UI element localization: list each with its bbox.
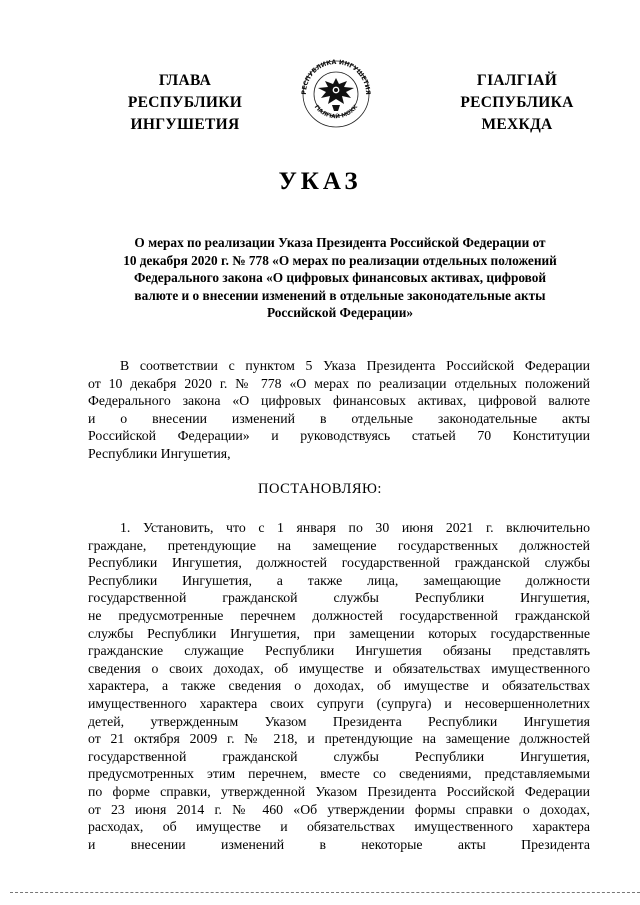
paragraph-line: службы Республики Ингушетия, при замещении которых государственные (88, 625, 590, 641)
paragraph-line: от 21 октября 2009 г. № 218, и претендующие на замещение должностей (88, 731, 590, 747)
paragraph-line: Российской Федерации» и руководствуясь статьей 70 Конституции (88, 428, 590, 444)
issuer-line: МЕХКДА (481, 116, 553, 133)
paragraph-line: расходах, об имуществе и обязательствах имущественного характера (88, 819, 590, 835)
paragraph-line: от 10 декабря 2020 г. № 778 «О мерах по реализации отдельных положений (88, 375, 590, 391)
decree-subject (82, 234, 598, 322)
paragraph-line: Республики Ингушетия, а также лица, замещающие должности (88, 572, 590, 588)
decree-word: ПОСТАНОВЛЯЮ: (258, 481, 382, 497)
issuer-title-russian (100, 70, 270, 136)
subject-line: валюте и о внесении изменений в отдельные законодательные акты (134, 287, 546, 303)
paragraph-line: сведения о своих доходах, об имуществе и обязательствах имущественного (88, 660, 590, 676)
paragraph-line: государственной гражданской службы Республики Ингушетия, (88, 590, 590, 606)
subject-line: О мерах по реализации Указа Президента Российской Федерации от (134, 235, 546, 250)
paragraph-line: Республики Ингушетия, (88, 445, 231, 461)
paragraph-line: детей, утвержденным Указом Президента Республики Ингушетия (88, 713, 590, 729)
subject-line: 10 декабря 2020 г. № 778 «О мерах по реализации отдельных положений (123, 252, 557, 268)
paragraph-line: характера, а также сведения о доходах, об имуществе и обязательствах (88, 678, 590, 694)
paragraph-line: по форме справки, утвержденной Указом Президента Российской Федерации (88, 783, 590, 799)
paragraph-line: Республики Ингушетия, должностей государственной гражданской службы (88, 555, 590, 571)
republic-emblem-icon (292, 54, 380, 130)
paragraph-line: В соответствии с пунктом 5 Указа Президента Российской Федерации (120, 358, 590, 373)
emblem-ring-text-bottom: ГIАЛГIАЙ МОХК (312, 104, 360, 121)
eagle-icon (318, 78, 354, 111)
issuer-line: РЕСПУБЛИКИ (127, 94, 243, 111)
issuer-line: РЕСПУБЛИКА (460, 94, 574, 111)
paragraph-line: и о внесении изменений в отдельные законодательные акты (88, 410, 590, 426)
paragraph-line: от 23 июня 2014 г. № 460 «Об утверждении формы справки о доходах, (88, 801, 590, 817)
paragraph-line: государственной гражданской службы Республики Ингушетия, (88, 748, 590, 764)
issuer-line: ГЛАВА (158, 72, 212, 89)
paragraph-line: гражданские служащие Республики Ингушетия обязаны представлять (88, 643, 590, 659)
paragraph-line: и внесении изменений в некоторые акты Президента (88, 836, 590, 852)
subject-line: Российской Федерации» (266, 305, 414, 321)
paragraph-line: Федерального закона «О цифровых финансовых активах, цифровой валюте (88, 393, 590, 409)
subject-line: Федерального закона «О цифровых финансовых активах, цифровой (133, 270, 547, 286)
page-edge-divider (10, 892, 640, 893)
document-type-title: УКАЗ (278, 168, 362, 195)
item-1-paragraph (88, 519, 590, 853)
issuer-line: ГIАЛГIАЙ (476, 72, 558, 89)
emblem-ring-text-top: РЕСПУБЛИКА ИНГУШЕТИЯ (300, 58, 372, 95)
paragraph-line: граждане, претендующие на замещение государственных должностей (88, 537, 590, 553)
paragraph-line: имущественного характера своих супруги (супруга) и несовершеннолетних (88, 695, 590, 711)
paragraph-line: не предусмотренные перечнем должностей государственной гражданской (88, 607, 590, 623)
preamble-paragraph (88, 357, 590, 463)
issuer-title-ingush (432, 70, 602, 136)
issuer-line: ИНГУШЕТИЯ (130, 116, 240, 133)
paragraph-line: 1. Установить, что с 1 января по 30 июня 2021 г. включительно (120, 520, 590, 535)
paragraph-line: предусмотренных этим перечнем, вместе со сведениями, представляемыми (88, 766, 590, 782)
